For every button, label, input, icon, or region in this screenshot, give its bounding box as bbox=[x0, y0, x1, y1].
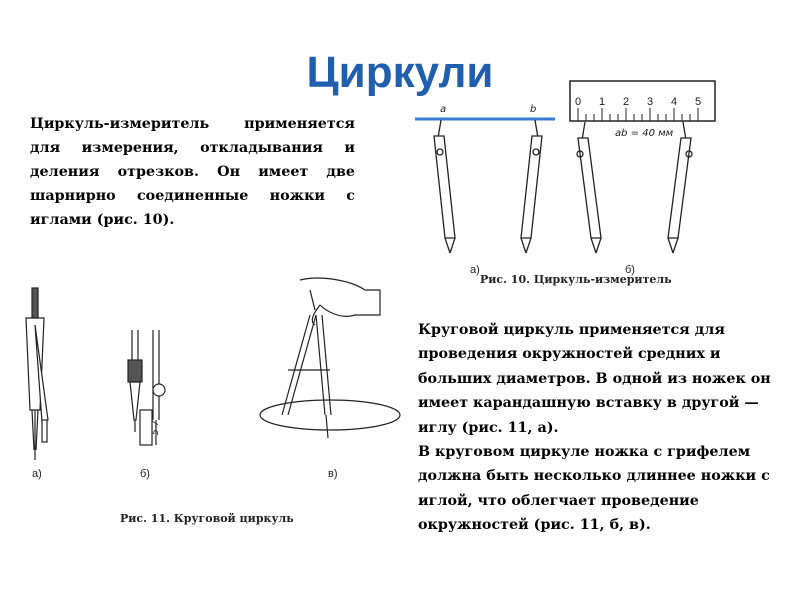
divider-compass-description: Циркуль-измеритель применяется для измерения, откладывания и деления отрезков. Он имеет две шарнирно соединенные ножки с иглами (рис. 10). bbox=[30, 116, 355, 228]
figure-11 bbox=[20, 270, 405, 535]
divider-compass-b bbox=[577, 122, 692, 253]
ruler-tick-5: 5 bbox=[695, 96, 702, 108]
fig11-label-a: а) bbox=[32, 468, 42, 480]
figure-11-drawing bbox=[20, 270, 405, 535]
figure-10 bbox=[410, 78, 730, 293]
ruler-tick-3: 3 bbox=[647, 96, 654, 108]
slide-title: Циркули bbox=[306, 48, 494, 97]
circle-compass-description bbox=[418, 318, 796, 538]
fig10-label-b: б) bbox=[625, 264, 635, 276]
fig10-label-a: а) bbox=[470, 264, 480, 276]
circle-compass-a bbox=[26, 288, 48, 460]
fig11-label-v: в) bbox=[328, 468, 338, 480]
fig11-label-b: б) bbox=[140, 468, 150, 480]
figure-10-caption: Рис. 10. Циркуль-измеритель bbox=[480, 273, 672, 286]
ruler-tick-0: 0 bbox=[575, 96, 582, 108]
dimension-label: 5-7 bbox=[151, 420, 161, 435]
ruler-tick-1: 1 bbox=[599, 96, 606, 108]
figure-11-caption: Рис. 11. Круговой циркуль bbox=[120, 512, 294, 525]
figure-10-drawing bbox=[410, 78, 730, 293]
circle-compass-c bbox=[260, 278, 400, 438]
circle-compass-paragraph-1: Круговой циркуль применяется для проведения окружностей средних и больших диаметров. В одной из ножек он имеет карандашную вставку в другой — иглу (рис. 11, а). bbox=[418, 322, 771, 436]
divider-compass-a bbox=[434, 120, 542, 253]
point-b-label: b bbox=[530, 104, 537, 115]
ruler-tick-2: 2 bbox=[623, 96, 630, 108]
ruler-tick-4: 4 bbox=[671, 96, 678, 108]
point-a-label: a bbox=[440, 104, 447, 115]
circle-compass-paragraph-2: В круговом циркуле ножка с грифелем должна быть несколько длиннее ножки с иглой, что облегчает проведение окружностей (рис. 11, б, в). bbox=[418, 444, 770, 534]
measurement-label: ab = 40 мм bbox=[615, 128, 674, 139]
